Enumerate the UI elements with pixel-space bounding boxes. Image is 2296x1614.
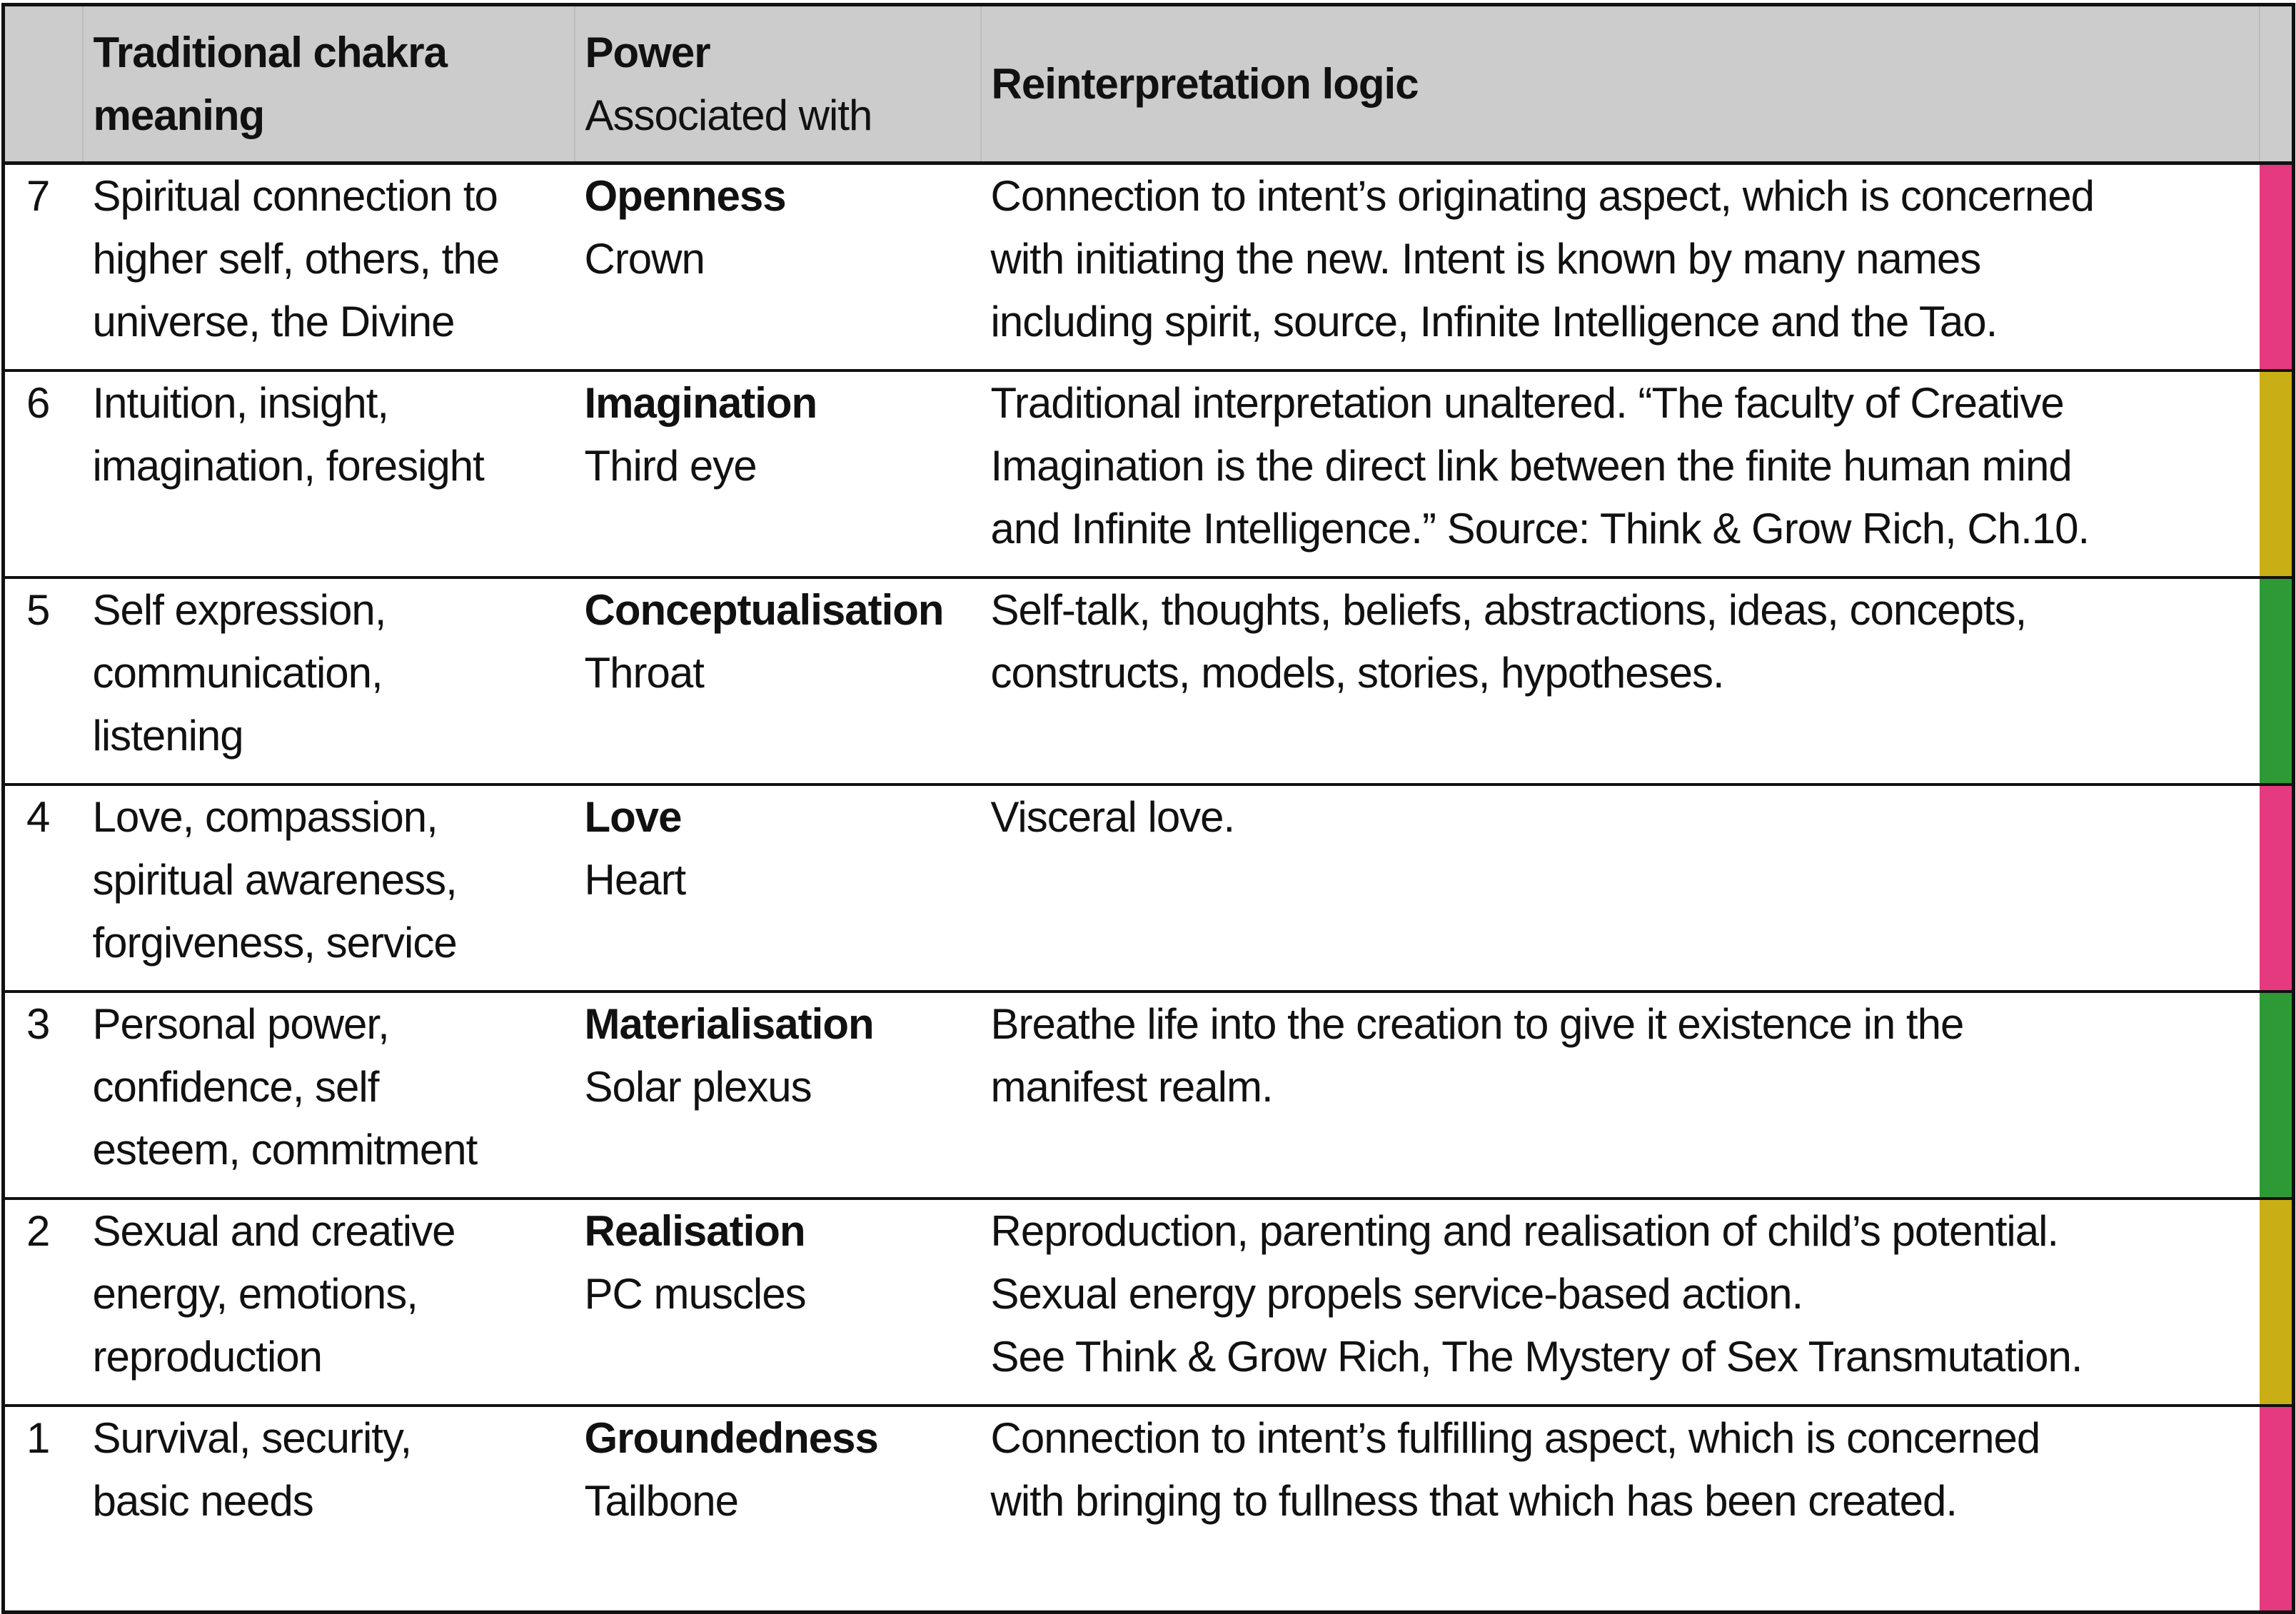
table-row: [4, 1199, 2294, 1406]
reinterpretation-logic: Visceral love.: [990, 792, 1235, 841]
power-name: Realisation: [584, 1206, 805, 1255]
traditional-meaning: Sexual and creative energy, emotions, reproduction: [92, 1206, 455, 1381]
table-row: [4, 1406, 2294, 1613]
chakra-number: 5: [26, 585, 50, 634]
color-strip: [2260, 1199, 2294, 1406]
associated-with: Solar plexus: [584, 1062, 812, 1111]
traditional-meaning: Love, compassion, spiritual awareness, forgiveness, service: [92, 792, 457, 967]
associated-with: Heart: [584, 855, 686, 904]
header-meaning: Traditional chakra meaning: [83, 5, 575, 163]
header-power-subtitle: Associated with: [585, 91, 872, 139]
power-name: Imagination: [584, 378, 817, 427]
header-row: [4, 5, 2294, 163]
power-name: Groundedness: [584, 1413, 878, 1462]
chakra-number: 4: [26, 792, 50, 841]
reinterpretation-logic: Traditional interpretation unaltered. “The faculty of Creative Imagination is the direct link between the finite human mind and Infinite Intelligence.” Source: Think & Grow Rich, Ch.10.: [990, 378, 2090, 553]
power-name: Materialisation: [584, 999, 874, 1048]
traditional-meaning: Intuition, insight, imagination, foresight: [92, 378, 484, 490]
header-power: [575, 5, 981, 163]
header-number: [4, 5, 83, 163]
chakra-number: 6: [26, 378, 50, 427]
table-row: [4, 370, 2294, 577]
chakra-number: 2: [26, 1206, 50, 1255]
color-strip: [2260, 992, 2294, 1199]
header-power-title: Power: [585, 28, 710, 76]
reinterpretation-logic: Self-talk, thoughts, beliefs, abstractions, ideas, concepts, constructs, models, stories, hypotheses.: [990, 585, 2027, 697]
reinterpretation-logic: Reproduction, parenting and realisation of child’s potential. Sexual energy propels service-based action. See Think & Grow Rich, The Mystery of Sex Transmutation.: [990, 1206, 2083, 1381]
color-strip: [2260, 785, 2294, 992]
reinterpretation-logic: Connection to intent’s originating aspect, which is concerned with initiating the new. Intent is known by many names including spirit, source, Infinite Intelligence and the Tao.: [990, 172, 2095, 346]
associated-with: Crown: [584, 235, 705, 283]
associated-with: PC muscles: [584, 1269, 806, 1318]
traditional-meaning: Survival, security, basic needs: [92, 1413, 412, 1525]
chakra-number: 1: [26, 1413, 50, 1462]
table-row: [4, 992, 2294, 1199]
traditional-meaning: Self expression, communication, listening: [92, 585, 386, 760]
power-cell: [575, 1406, 981, 1613]
chakra-number: 7: [26, 172, 50, 220]
power-cell: [575, 992, 981, 1199]
table-row: [4, 163, 2294, 370]
traditional-meaning: Personal power, confidence, self esteem, commitment: [92, 999, 478, 1174]
power-cell: [575, 785, 981, 992]
power-cell: [575, 163, 981, 370]
table-row: [4, 577, 2294, 785]
color-strip: [2260, 577, 2294, 785]
color-strip: [2260, 1406, 2294, 1613]
chakra-table: [1, 3, 2295, 1614]
traditional-meaning: Spiritual connection to higher self, others, the universe, the Divine: [92, 172, 500, 346]
power-name: Conceptualisation: [584, 585, 944, 634]
power-cell: [575, 1199, 981, 1406]
power-cell: [575, 370, 981, 577]
power-cell: [575, 577, 981, 785]
color-strip: [2260, 370, 2294, 577]
power-name: Openness: [584, 172, 786, 220]
reinterpretation-logic: Connection to intent’s fulfilling aspect, which is concerned with bringing to fullness that which has been created.: [990, 1413, 2040, 1525]
table-row: [4, 785, 2294, 992]
associated-with: Tailbone: [584, 1476, 739, 1525]
associated-with: Throat: [584, 648, 704, 697]
associated-with: Third eye: [584, 441, 757, 490]
color-strip: [2260, 163, 2294, 370]
reinterpretation-logic: Breathe life into the creation to give it existence in the manifest realm.: [990, 999, 1964, 1111]
header-strip: [2260, 5, 2294, 163]
power-name: Love: [584, 792, 682, 841]
chakra-number: 3: [26, 999, 50, 1048]
header-logic: Reinterpretation logic: [981, 5, 2260, 163]
